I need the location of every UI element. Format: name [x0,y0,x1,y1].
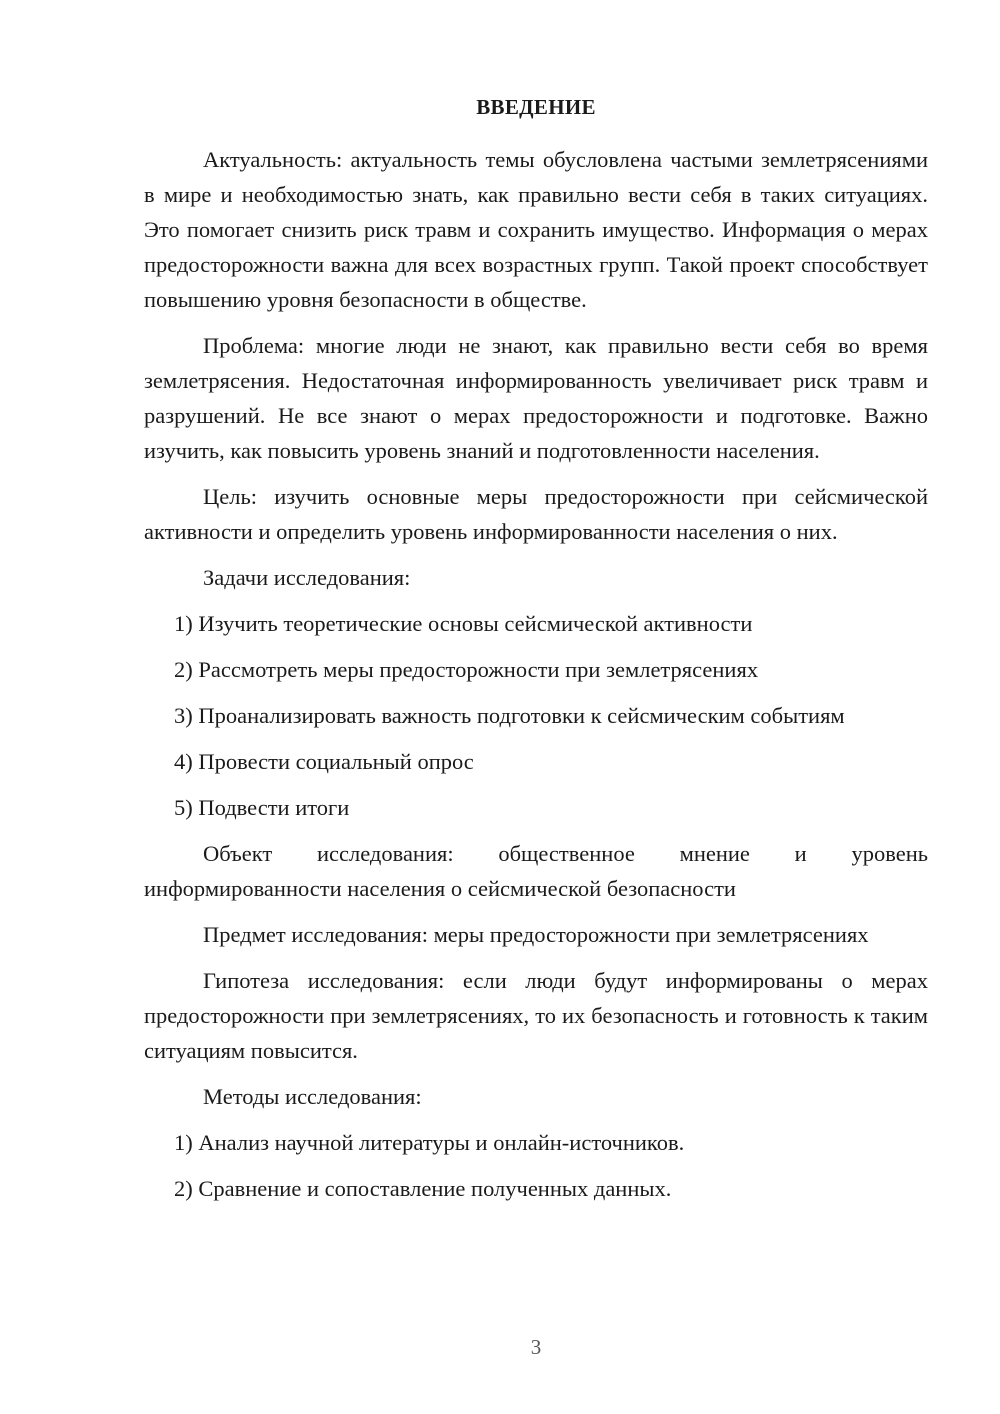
task-item: 3) Проанализировать важность подготовки к сейсмическим событиям [174,703,845,728]
section-heading: ВВЕДЕНИЕ [476,95,596,119]
object-paragraph: Объект исследования: общественное мнение и уровень информированности населения о сейсмической безопасности [144,841,928,901]
tasks-list [144,606,928,825]
task-item: 2) Рассмотреть меры предосторожности при землетрясениях [174,657,759,682]
goal-paragraph: Цель: изучить основные меры предосторожности при сейсмической активности и определить уровень информированности населения о них. [144,484,928,544]
methods-title: Методы исследования: [203,1084,422,1109]
relevance-paragraph: Актуальность: актуальность темы обусловлена частыми землетрясениями в мире и необходимостью знать, как правильно вести себя в таких ситуациях. Это помогает снизить риск травм и сохранить имущество. Информация о мерах предосторожности важна для всех возрастных групп. Такой проект способствует повышению уровня безопасности в обществе. [144,147,928,312]
subject-paragraph: Предмет исследования: меры предосторожности при землетрясениях [203,922,869,947]
method-item: 2) Сравнение и сопоставление полученных данных. [174,1176,672,1201]
task-item: 4) Провести социальный опрос [174,749,474,774]
hypothesis-paragraph: Гипотеза исследования: если люди будут информированы о мерах предосторожности при землетрясениях, то их безопасность и готовность к таким ситуациям повысится. [144,968,928,1063]
task-item: 1) Изучить теоретические основы сейсмической активности [174,611,753,636]
page-number: 3 [530,1335,542,1359]
task-item: 5) Подвести итоги [174,795,350,820]
document-page [144,92,928,1217]
methods-list [144,1125,928,1206]
tasks-title: Задачи исследования: [203,565,411,590]
problem-paragraph: Проблема: многие люди не знают, как правильно вести себя во время землетрясения. Недостаточная информированность увеличивает риск травм и разрушений. Не все знают о мерах предосторожности и подготовке. Важно изучить, как повысить уровень знаний и подготовленности населения. [144,333,928,463]
method-item: 1) Анализ научной литературы и онлайн-источников. [174,1130,685,1155]
